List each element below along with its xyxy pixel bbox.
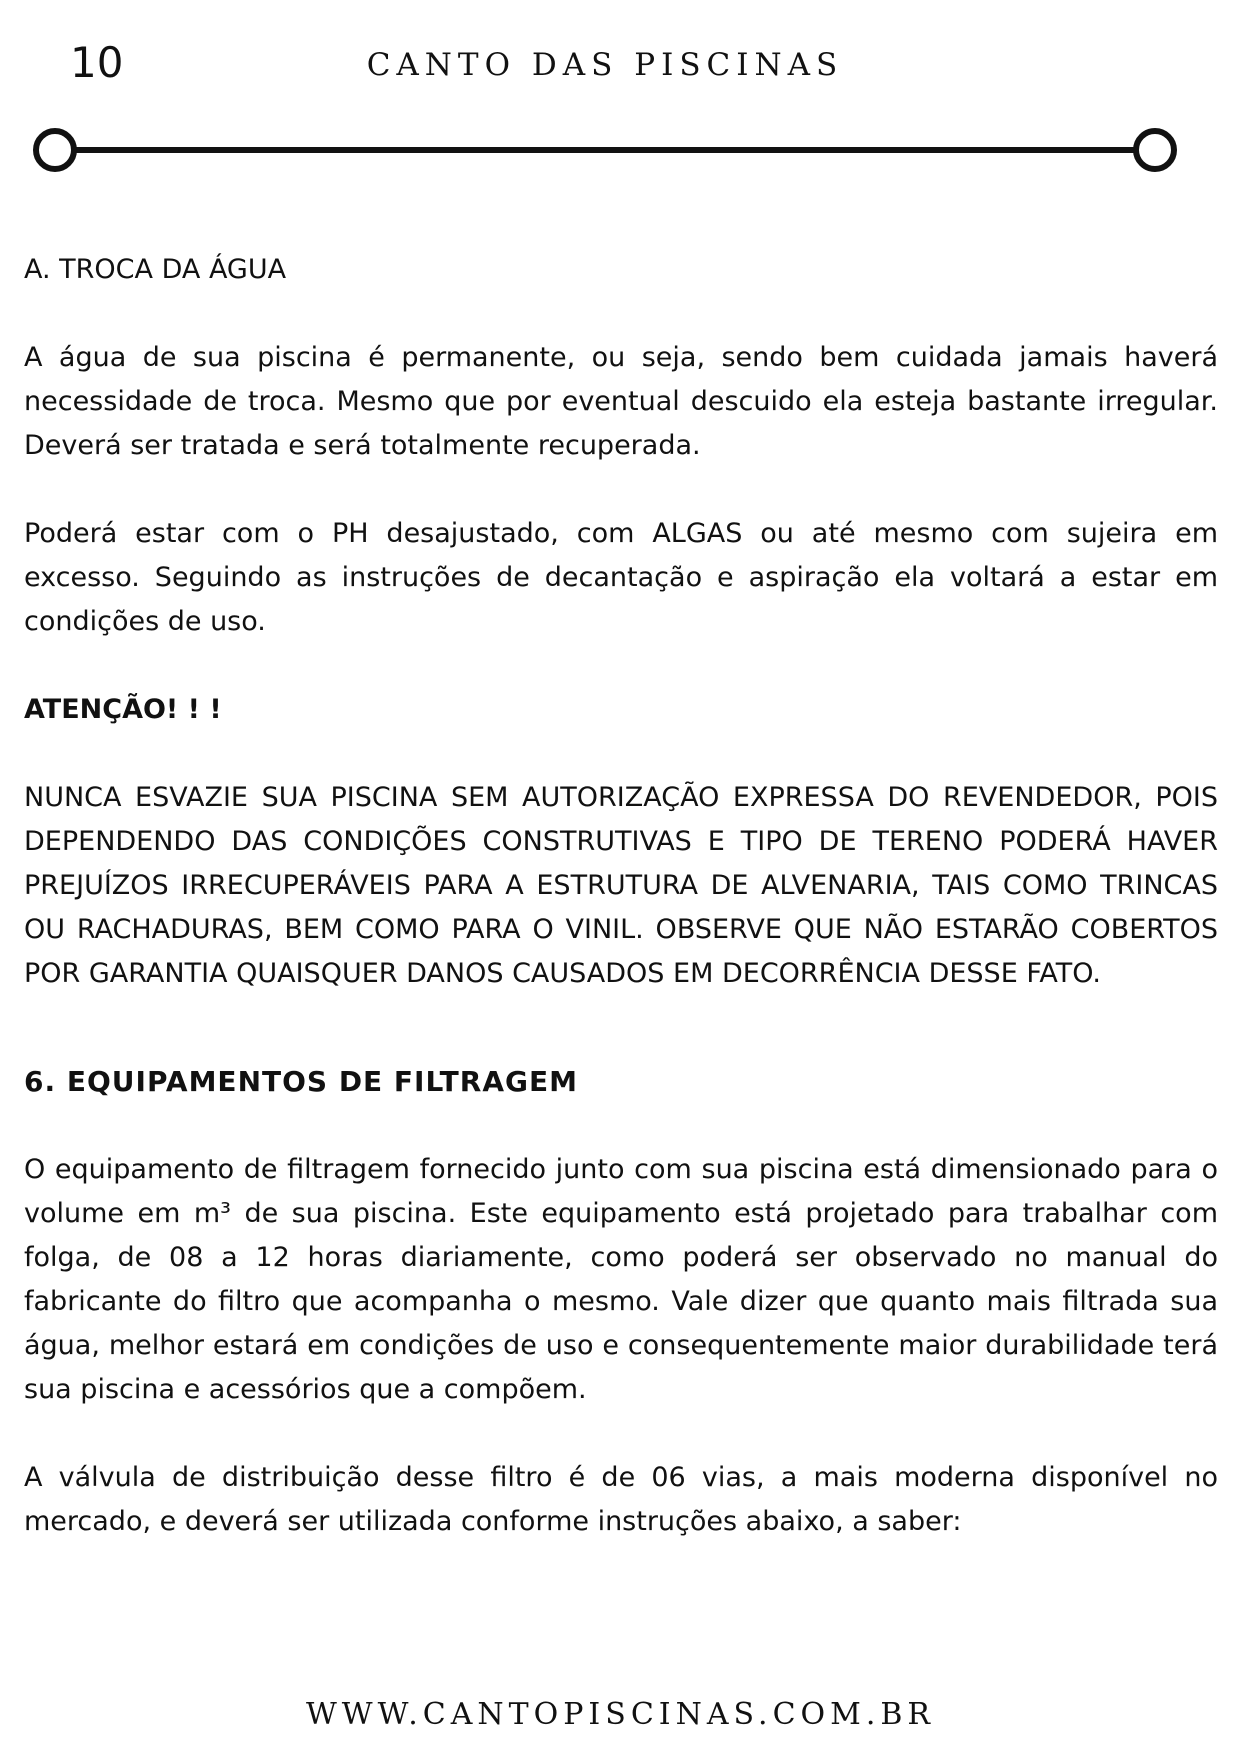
section-6-heading: 6. EQUIPAMENTOS DE FILTRAGEM [24,1065,578,1098]
header-title: CANTO DAS PISCINAS [366,47,844,83]
attention-text: NUNCA ESVAZIE SUA PISCINA SEM AUTORIZAÇÃO EXPRESSA DO REVENDEDOR, POIS DEPENDENDO DAS CONDIÇÕES CONSTRUTIVAS E TIPO DE TERENO PODERÁ HAVER PREJUÍZOS IRRECUPERÁVEIS PARA A ESTRUTURA DE ALVENARIA, TAIS COMO TRINCAS OU RACHADURAS, BEM COMO PARA O VINIL. OBSERVE QUE NÃO ESTARÃO COBERTOS POR GARANTIA QUAISQUER DANOS CAUSADOS EM DECORRÊNCIA DESSE FATO. [24,782,1218,989]
section-6-paragraph-1: O equipamento de filtragem fornecido junto com sua piscina está dimensionado para o volume em m³ de sua piscina. Este equipamento está projetado para trabalhar com folga, de 08 a 12 horas diariamente, como poderá ser observado no manual do fabricante do filtro que acompanha o mesmo. Vale dizer que quanto mais filtrada sua água, melhor estará em condições de uso e consequentemente maior durabilidade terá sua piscina e acessórios que a compõem. [24,1154,1218,1405]
section-a-heading: A. TROCA DA ÁGUA [24,254,287,285]
header-rule-right-circle [1136,131,1174,169]
section-a-paragraph-2: Poderá estar com o PH desajustado, com ALGAS ou até mesmo com sujeira em excesso. Seguindo as instruções de decantação e aspiração ela voltará a estar em condições de uso. [24,518,1218,637]
footer-website: WWW.CANTOPISCINAS.COM.BR [305,1697,936,1732]
header-rule-left-circle [36,131,74,169]
header-rule [30,125,1180,175]
attention-label: ATENÇÃO! ! ! [24,694,222,725]
section-a-paragraph-1: A água de sua piscina é permanente, ou seja, sendo bem cuidada jamais haverá necessidade de troca. Mesmo que por eventual descuido ela esteja bastante irregular. Deverá ser tratada e será totalmente recuperada. [24,342,1218,461]
page-number: 10 [70,38,124,87]
section-6-paragraph-2: A válvula de distribuição desse filtro é de 06 vias, a mais moderna disponível no mercado, e deverá ser utilizada conforme instruções abaixo, a saber: [24,1462,1218,1537]
page-content [24,248,1218,1544]
